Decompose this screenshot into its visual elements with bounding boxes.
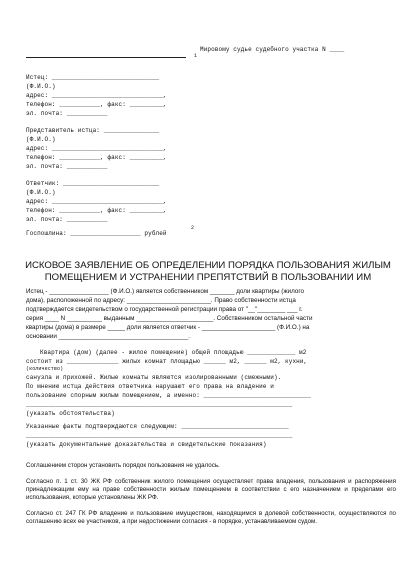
plaintiff-phone: телефон: ___________, факс: _________, bbox=[26, 101, 167, 108]
defendant-phone: телефон: ___________, факс: _________, bbox=[26, 207, 167, 214]
mono-line-10: ________________________________________________________________________ bbox=[26, 432, 293, 439]
representative-email: эл. почта: ___________ bbox=[26, 163, 108, 170]
representative-fio: (Ф.И.О.) bbox=[26, 136, 56, 143]
mono-line-4: санузла и прихожей. Жилые комнаты являются изолированными (смежными). bbox=[26, 374, 282, 381]
defendant-label: Ответчик: __________________________ bbox=[26, 180, 160, 187]
representative-phone: телефон: ___________, факс: _________, bbox=[26, 154, 167, 161]
body-line-3: подтверждается свидетельством о государственной регистрации права от "__"________ ___ г. bbox=[26, 306, 303, 313]
closing-paragraph-2: Согласно п. 1 ст. 30 ЖК РФ собственник жилого помещения осуществляет права владения, пользования и распоряжения принадлежащим ему на праве собственности жилым помещением в соответствии с его назначением и пределами его использования, которые установлены ЖК РФ. bbox=[26, 478, 396, 501]
mono-line-1: Квартира (дом) (далее - жилое помещение) общей площадью _____________ м2 bbox=[40, 349, 307, 356]
judge-addressee: Мировому судье судебного участка N ____ bbox=[200, 46, 345, 53]
state-duty: Госпошлина: ___________________ рублей bbox=[26, 230, 167, 237]
representative-label: Представитель истца: _______________ bbox=[26, 127, 160, 134]
plaintiff-fio: (Ф.И.О.) bbox=[26, 83, 56, 90]
body-line-6: основании _____________________________________. bbox=[26, 333, 190, 340]
footnote-mark-1: 1 bbox=[194, 53, 198, 59]
document-title-line-2: ПОМЕЩЕНИЕМ И УСТРАНЕНИИ ПРЕПЯТСТВИЙ В ПОЛЬЗОВАНИИ ИМ bbox=[44, 272, 372, 283]
footnote-mark-2: 2 bbox=[191, 225, 195, 231]
mono-line-5: По мнению истца действия ответчика нарушают его права на владение и bbox=[26, 383, 274, 390]
mono-line-6: пользование спорным жилым помещением, а именно: _____________________________ bbox=[26, 392, 311, 399]
body-line-2: дома), расположенной по адресу: ________________________. Право собственности истца bbox=[26, 297, 296, 304]
plaintiff-email: эл. почта: ___________ bbox=[26, 110, 108, 117]
defendant-fio: (Ф.И.О.) bbox=[26, 189, 56, 196]
mono-line-8: (указать обстоятельства) bbox=[26, 410, 115, 417]
body-line-4: серия ____ N __________ выданным ______________________. Собственником остальной части bbox=[26, 315, 313, 322]
body-line-1: Истец - _________________ (Ф.И.О.) является собственником _______ доли квартиры (жилого bbox=[26, 288, 304, 295]
document-title-line-1: ИСКОВОЕ ЗАЯВЛЕНИЕ ОБ ОПРЕДЕЛЕНИИ ПОРЯДКА ПОЛЬЗОВАНИЯ ЖИЛЫМ bbox=[25, 260, 391, 271]
body-line-5: квартиры (дома) в размере _____ доли является ответчик - _____________________ (Ф.И.О.) на bbox=[26, 324, 310, 331]
plaintiff-address: адрес: ______________________________, bbox=[26, 92, 167, 99]
mono-line-3: (количество) bbox=[26, 366, 64, 372]
mono-line-9: Указанные факты подтверждаются следующим: _____________________________ bbox=[26, 423, 289, 430]
header-divider bbox=[26, 57, 186, 58]
closing-paragraph-1: Соглашением сторон установить порядок пользования не удалось. bbox=[26, 462, 220, 469]
defendant-email: эл. почта: ___________ bbox=[26, 216, 108, 223]
mono-line-11: (указать документальные доказательства и свидетельские показания) bbox=[26, 441, 267, 448]
mono-line-7: ________________________________________________________________________ bbox=[26, 401, 293, 408]
plaintiff-label: Истец: _____________________________ bbox=[26, 74, 160, 81]
representative-address: адрес: ______________________________, bbox=[26, 145, 167, 152]
mono-line-2: состоит из ______________ жилых комнат площадью ______ м2, ______ м2, кухни, bbox=[26, 358, 308, 365]
closing-paragraph-3: Согласно ст. 247 ГК РФ владение и пользование имуществом, находящимся в долевой собственности, осуществляются по соглашению всех ее участников, а при недостижении согласия - в порядке, устанавливаемом судом. bbox=[26, 510, 396, 525]
defendant-address: адрес: ______________________________, bbox=[26, 198, 167, 205]
